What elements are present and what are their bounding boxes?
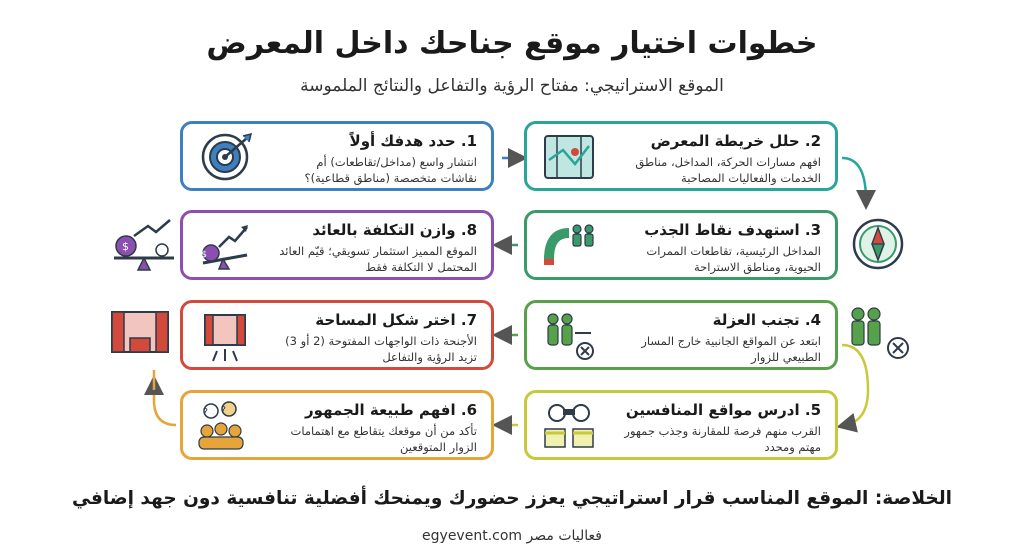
cost-return-icon [195, 219, 255, 273]
binoculars-icon [539, 399, 599, 453]
step-card-7 [180, 300, 494, 370]
arrow-2-3 [842, 158, 866, 200]
step-card-6 [180, 390, 494, 460]
step-card-3 [524, 210, 838, 280]
svg-text:$: $ [122, 240, 129, 253]
page-title: خطوات اختيار موقع جناحك داخل المعرض [206, 26, 818, 61]
step-6-title: 6. افهم طبيعة الجمهور [305, 401, 477, 419]
map-icon [539, 130, 599, 184]
step-3-desc: المداخل الرئيسية، تقاطعات الممرات الحيوية، ومناطق الاستراحة [646, 244, 821, 274]
booth-3d-icon [104, 304, 184, 364]
page-subtitle: الموقع الاستراتيجي: مفتاح الرؤية والتفاعل والنتائج الملموسة [300, 76, 724, 96]
step-card-4 [524, 300, 838, 370]
step-7-title: 7. اختر شكل المساحة [315, 311, 477, 329]
svg-text:?: ? [220, 405, 226, 416]
svg-text:$: $ [201, 250, 207, 260]
people-exit-icon [838, 304, 918, 364]
summary-footer: الخلاصة: الموقع المناسب قرار استراتيجي يعزز حضورك ويمنحك أفضلية تنافسية دون جهد إضافي [72, 488, 952, 509]
step-8-desc: الموقع المميز استثمار تسويقي؛ قيّم العائد المحتمل لا التكلفة فقط [279, 244, 477, 274]
step-2-desc: افهم مسارات الحركة، المداخل، مناطق الخدمات والفعاليات المصاحبة [635, 155, 821, 185]
step-card-1 [180, 121, 494, 191]
step-2-title: 2. حلل خريطة المعرض [650, 132, 821, 150]
isolation-icon [539, 309, 599, 363]
step-card-2 [524, 121, 838, 191]
step-3-title: 3. استهدف نقاط الجذب [644, 221, 821, 239]
step-1-desc: انتشار واسع (مداخل/تقاطعات) أم نقاشات متخصصة (مناطق قطاعية)؟ [304, 155, 477, 185]
target-icon [195, 130, 255, 184]
step-card-5 [524, 390, 838, 460]
step-5-title: 5. ادرس مواقع المنافسين [625, 401, 821, 419]
step-1-title: 1. حدد هدفك أولاً [349, 132, 477, 150]
arrow-6-7 [154, 385, 176, 425]
step-8-title: 8. وازن التكلفة بالعائد [312, 221, 477, 239]
step-card-8 [180, 210, 494, 280]
compass-icon [838, 214, 918, 274]
step-7-desc: الأجنحة ذات الواجهات المفتوحة (2 أو 3) تزيد الرؤية والتفاعل [285, 334, 477, 364]
svg-text:?: ? [202, 407, 208, 418]
audience-icon [195, 399, 255, 453]
step-4-desc: ابتعد عن المواقع الجانبية خارج المسار الطبيعي للزوار [641, 334, 821, 364]
money-scale-icon [104, 214, 184, 274]
site-credit: egyevent.com فعاليات مصر [422, 528, 602, 544]
step-6-desc: تأكد من أن موقعك يتقاطع مع اهتمامات الزوار المتوقعين [290, 424, 477, 454]
step-4-title: 4. تجنب العزلة [712, 311, 821, 329]
open-booth-icon [195, 309, 255, 363]
step-5-desc: القرب منهم فرصة للمقارنة وجذب جمهور مهتم ومحدد [624, 424, 821, 454]
magnet-icon [539, 219, 599, 273]
